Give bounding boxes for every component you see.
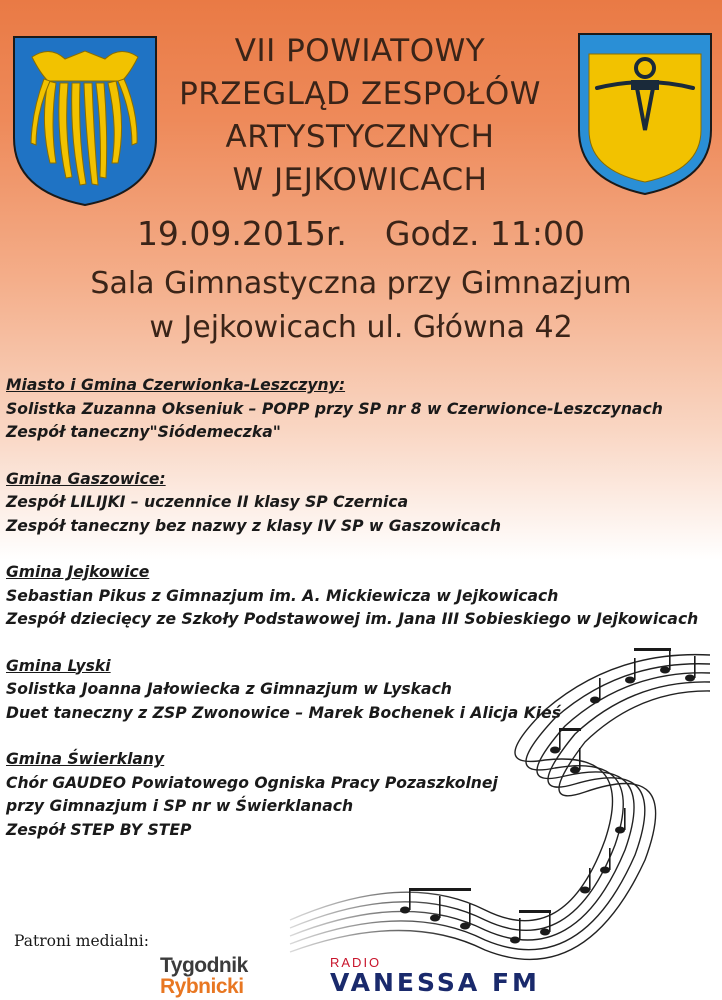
media-patrons-label: Patroni medialni: (14, 932, 149, 950)
radio-logo-line1: RADIO (330, 955, 382, 970)
program-group (6, 374, 706, 445)
program-entry: Solistka Zuzanna Okseniuk – POPP przy SP nr 8 w Czerwionce-Leszczynach (6, 399, 663, 418)
title-line: PRZEGLĄD ZESPOŁÓW (179, 76, 541, 112)
title-line: ARTYSTYCZNYCH (225, 119, 495, 155)
event-date: 19.09.2015r. (136, 214, 347, 253)
program-entry: Chór GAUDEO Powiatowego Ogniska Pracy Pozaszkolnej (6, 773, 498, 792)
radio-vanessa-logo (330, 955, 540, 997)
program-entry: Zespół dziecięcy ze Szkoły Podstawowej im. Jana III Sobieskiego w Jejkowicach (6, 610, 699, 628)
music-notes-ribbon-icon (285, 640, 715, 970)
right-coat-of-arms-icon (575, 30, 715, 198)
group-title: Gmina Jejkowice (6, 563, 150, 581)
program-group (6, 468, 706, 539)
program-entry: przy Gimnazjum i SP nr w Świerklanach (6, 797, 354, 815)
left-coat-of-arms-icon (10, 33, 160, 208)
program-entry: Solistka Joanna Jałowiecka z Gimnazjum w Lyskach (6, 680, 452, 698)
venue-line: Sala Gimnastyczna przy Gimnazjum (90, 266, 632, 301)
program-entry: Zespół STEP BY STEP (6, 820, 192, 839)
tygodnik-rybnicki-logo (160, 955, 248, 997)
title-line: W JEJKOWICACH (232, 162, 488, 198)
program-entry: Zespół LILIJKI – uczennice II klasy SP Czernica (6, 493, 409, 511)
group-title: Gmina Lyski (6, 656, 111, 675)
program-entry: Duet taneczny z ZSP Zwonowice – Marek Bochenek i Alicja Kieś (6, 703, 562, 722)
tygodnik-logo-line2: Rybnicki (160, 975, 244, 998)
venue-line: w Jejkowicach ul. Główna 42 (149, 310, 573, 345)
program-entry: Sebastian Pikus z Gimnazjum im. A. Mickiewicza w Jejkowicach (6, 586, 559, 605)
program-group (6, 561, 706, 632)
event-time: Godz. 11:00 (384, 214, 586, 253)
event-title (150, 30, 570, 202)
group-title: Gmina Gaszowice: (6, 469, 166, 488)
group-title: Gmina Świerklany (6, 750, 165, 768)
program-entry: Zespół taneczny"Siódemeczka" (6, 423, 281, 441)
tygodnik-logo-line1: Tygodnik (160, 954, 248, 977)
program-entry: Zespół taneczny bez nazwy z klasy IV SP w Gaszowicach (6, 516, 502, 535)
event-datetime (0, 214, 722, 253)
event-venue (0, 262, 722, 350)
radio-logo-line2: VANESSA FM (330, 968, 540, 997)
group-title: Miasto i Gmina Czerwionka-Leszczyny: (6, 376, 346, 394)
title-line: VII POWIATOWY (234, 33, 486, 69)
